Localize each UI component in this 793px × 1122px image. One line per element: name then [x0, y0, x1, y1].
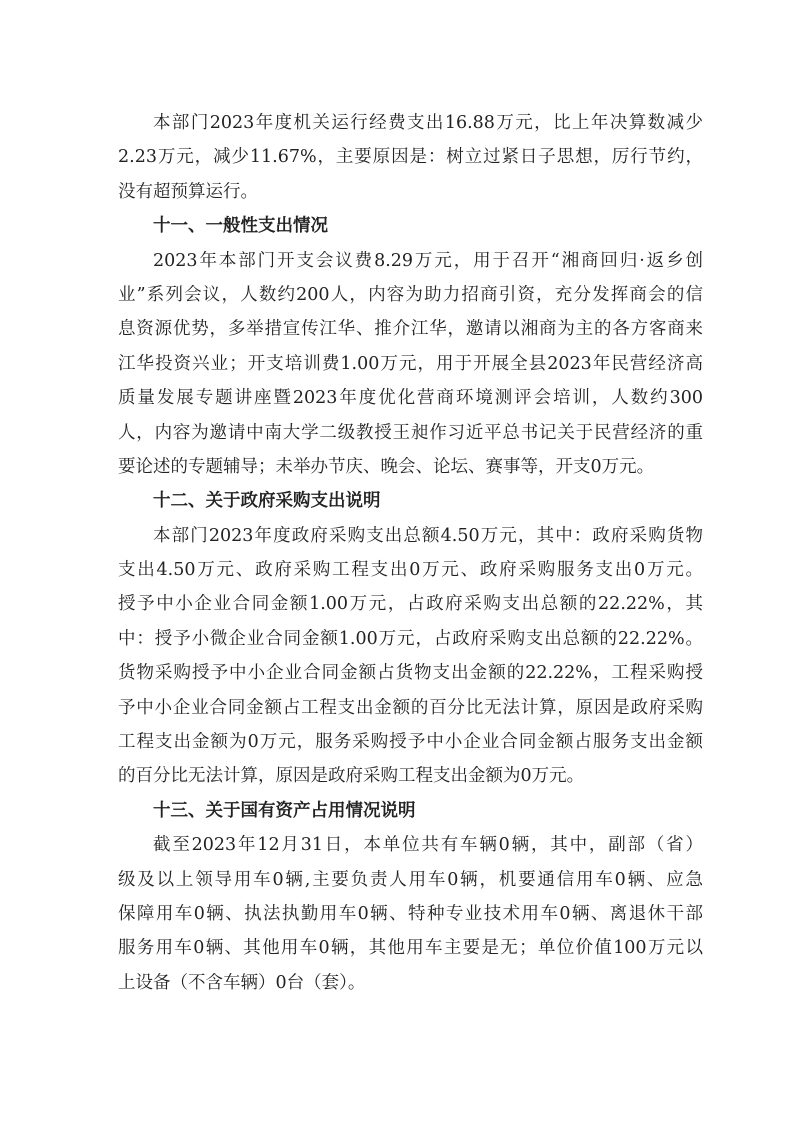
section-heading [118, 209, 703, 243]
body-paragraph [118, 519, 703, 794]
text-line: 予中小企业合同金额占工程支出金额的百分比无法计算，原因是政府采购 [118, 697, 703, 718]
heading-text: 十一、一般性支出情况 [153, 216, 328, 237]
text-line: 要论述的专题辅导；未举办节庆、晚会、论坛、赛事等，开支0万元。 [118, 456, 655, 477]
text-line: 本部门2023年度机关运行经费支出16.88万元，比上年决算数减少 [153, 113, 703, 133]
text-line: 保障用车0辆、执法执勤用车0辆、特种专业技术用车0辆、离退休干部 [118, 903, 703, 924]
text-line: 授予中小企业合同金额1.00万元，占政府采购支出总额的22.22%，其 [118, 594, 703, 615]
text-line: 上设备（不含车辆）0台（套）。 [118, 972, 366, 993]
body-paragraph [118, 244, 703, 485]
text-line: 支出4.50万元、政府采购工程支出0万元、政府采购服务支出0万元。 [118, 560, 703, 581]
section-heading [118, 484, 703, 518]
text-line: 截至2023年12月31日，本单位共有车辆0辆，其中，副部（省） [153, 835, 703, 856]
text-line: 2023年本部门开支会议费8.29万元，用于召开“湘商回归·返乡创 [153, 250, 703, 271]
text-line: 2.23万元，减少11.67%，主要原因是：树立过紧日子思想，厉行节约， [118, 147, 703, 168]
text-line: 工程支出金额为0万元，服务采购授予中小企业合同金额占服务支出金额 [118, 732, 703, 753]
text-line: 业”系列会议，人数约200人，内容为助力招商引资，充分发挥商会的信 [118, 284, 703, 305]
heading-text: 十三、关于国有资产占用情况说明 [153, 800, 416, 821]
text-line: 服务用车0辆、其他用车0辆，其他用车主要是无；单位价值100万元以 [118, 938, 703, 959]
section-heading [118, 794, 703, 828]
text-line: 货物采购授予中小企业合同金额占货物支出金额的22.22%，工程采购授 [118, 663, 703, 684]
text-line: 息资源优势，多举措宣传江华、推介江华，邀请以湘商为主的各方客商来 [118, 319, 703, 340]
text-line: 级及以上领导用车0辆,主要负责人用车0辆，机要通信用车0辆、应急 [118, 869, 703, 890]
text-line: 质量发展专题讲座暨2023年度优化营商环境测评会培训，人数约300 [118, 388, 703, 409]
text-line: 人，内容为邀请中南大学二级教授王昶作习近平总书记关于民营经济的重 [118, 422, 703, 443]
text-line: 本部门2023年度政府采购支出总额4.50万元，其中：政府采购货物 [153, 525, 703, 546]
body-paragraph [118, 106, 703, 209]
text-line: 的百分比无法计算，原因是政府采购工程支出金额为0万元。 [118, 766, 585, 787]
heading-text: 十二、关于政府采购支出说明 [153, 491, 381, 512]
text-line: 没有超预算运行。 [118, 181, 258, 202]
text-line: 江华投资兴业；开支培训费1.00万元，用于开展全县2023年民营经济高 [118, 353, 703, 374]
document-page [118, 106, 703, 1000]
text-line: 中：授予小微企业合同金额1.00万元，占政府采购支出总额的22.22%。 [118, 628, 703, 649]
body-paragraph [118, 828, 703, 1000]
